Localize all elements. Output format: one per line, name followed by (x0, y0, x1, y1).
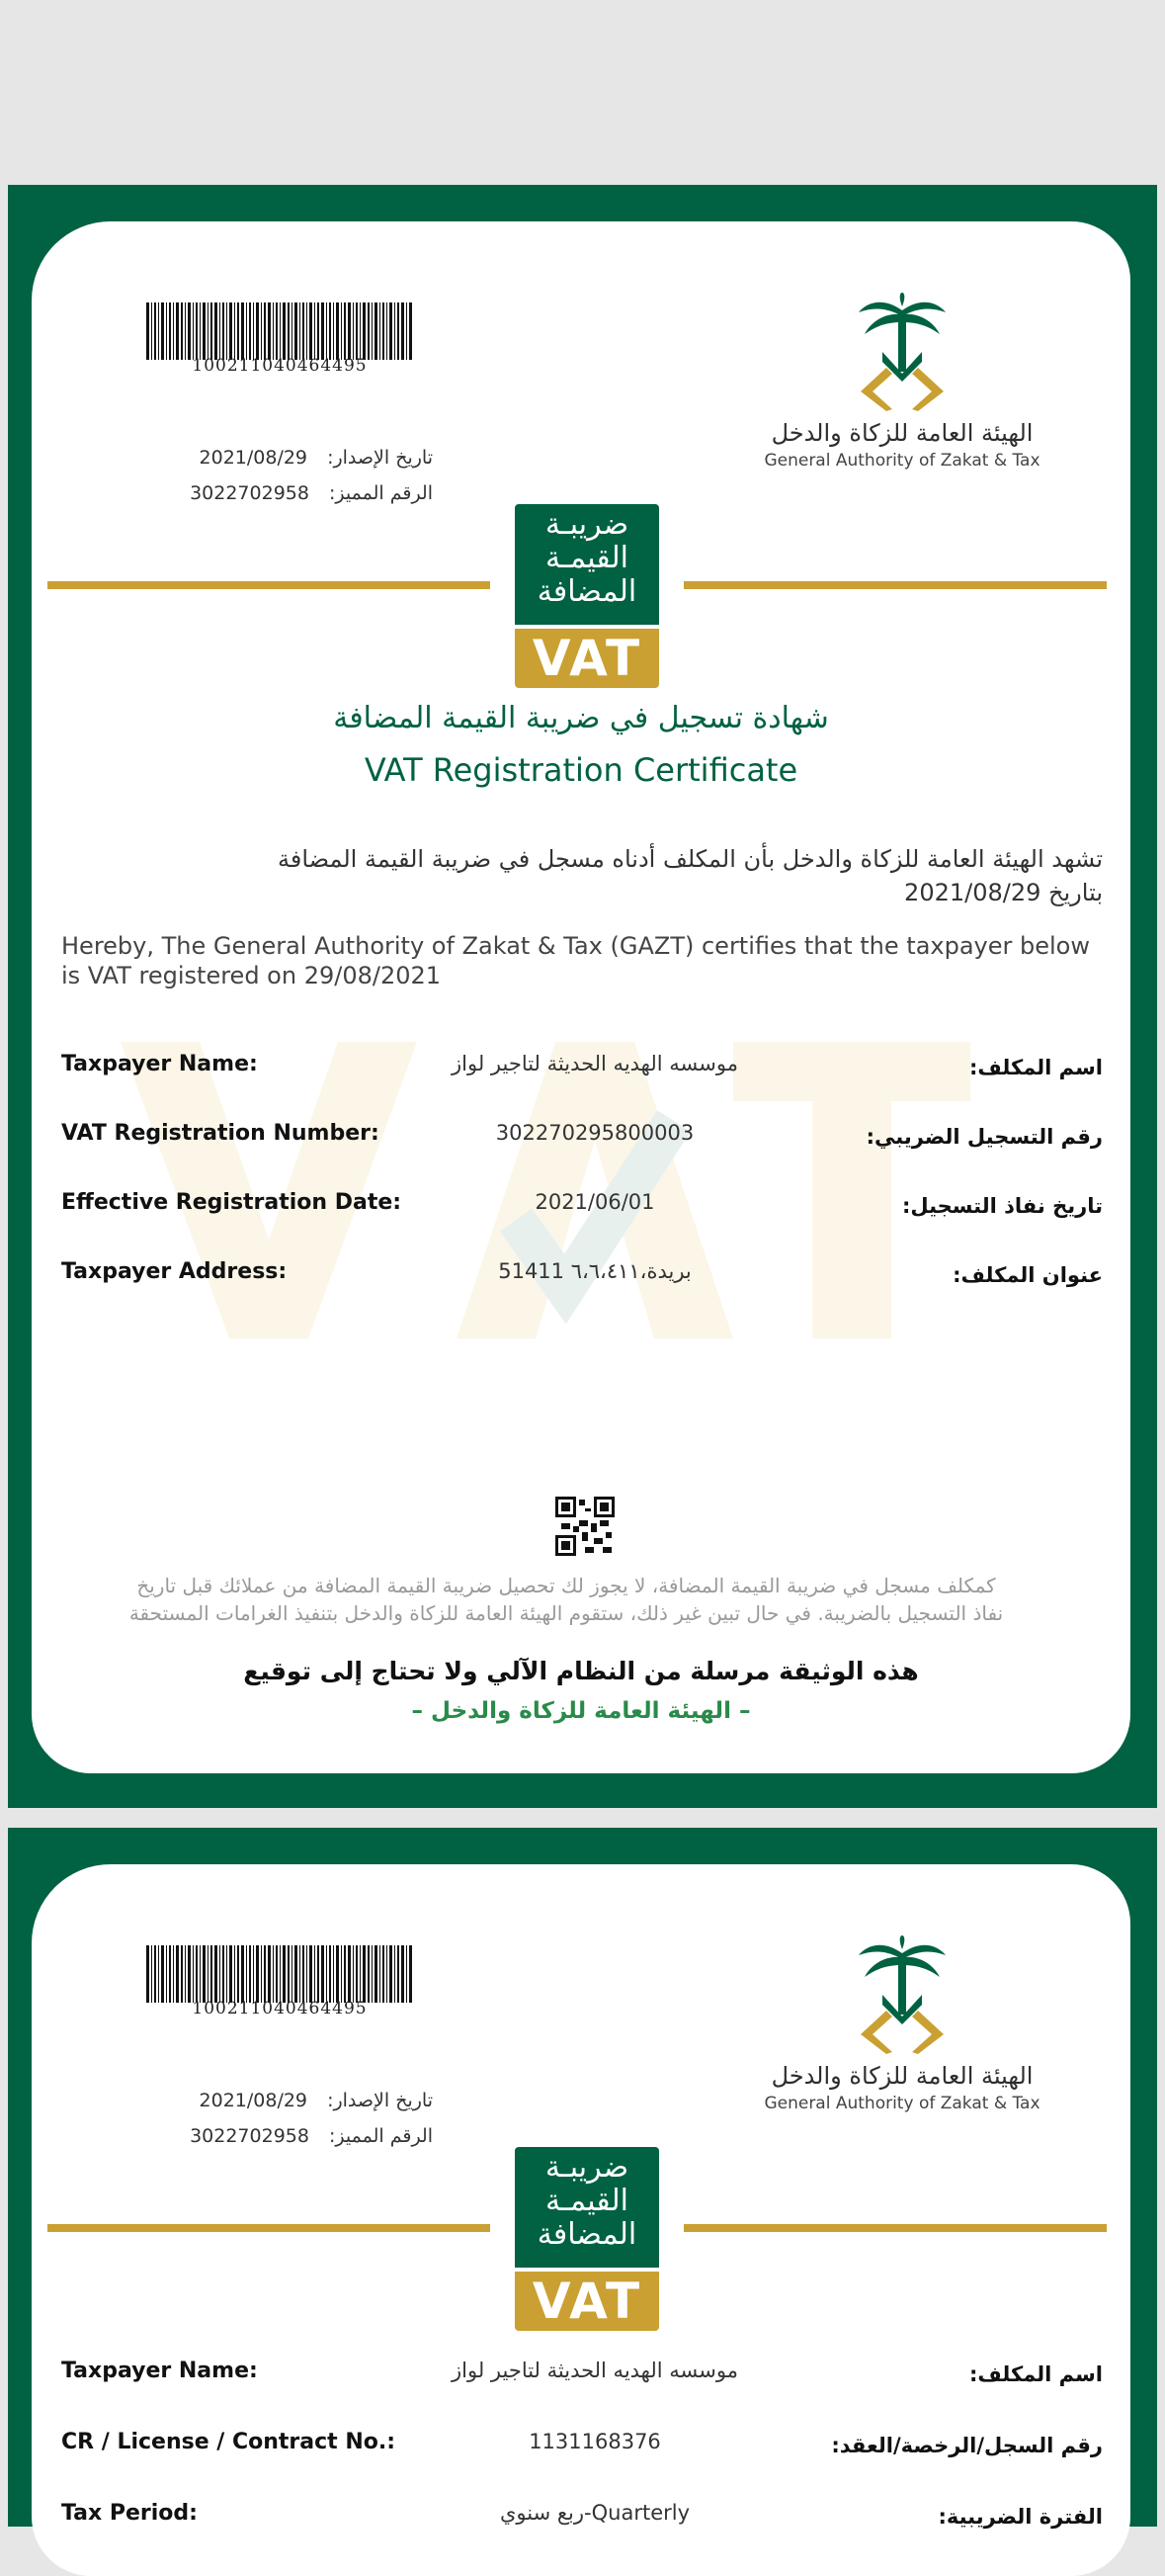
barcode (146, 1945, 413, 2018)
distinct-number (166, 482, 433, 504)
auto-system-note: هذه الوثيقة مرسلة من النظام الآلي ولا تحتاج إلى توقيع (243, 1657, 919, 1685)
issue-date (166, 447, 433, 469)
title-en: VAT Registration Certificate (364, 751, 798, 789)
certificate-page-2 (8, 1828, 1157, 2527)
title-ar: شهادة تسجيل في ضريبة القيمة المضافة (333, 701, 829, 735)
authority-logo (749, 1935, 1055, 2113)
field-row (61, 2501, 1103, 2536)
field-label-en: Tax Period: (61, 2501, 198, 2526)
field-row (61, 1190, 1103, 1226)
field-value: ربع سنوي-Quarterly (499, 2501, 691, 2525)
authority-name-en: General Authority of Zakat & Tax (764, 2094, 1040, 2113)
issue-date-value: 2021/08/29 (199, 447, 308, 469)
field-label-ar: رقم السجل/الرخصة/العقد: (831, 2434, 1103, 2457)
certificate-card (32, 1864, 1130, 2576)
distinct-number-label: الرقم المميز: (329, 482, 433, 504)
distinct-number-value: 3022702958 (190, 2125, 309, 2147)
field-value: بريدة،٦،٦،٤١١ 51411 (498, 1259, 692, 1283)
field-value: 2021/06/01 (535, 1190, 655, 1214)
vat-badge-english: VAT (515, 629, 659, 688)
statement-en: Hereby, The General Authority of Zakat & Tax (GAZT) certifies that the taxpayer below is VAT registered on 29/08/2021 (61, 932, 1090, 989)
field-value: موسسه الهديه الحديثة لتاجير لواز (452, 1052, 738, 1075)
statement-ar: تشهد الهيئة العامة للزكاة والدخل بأن المكلف أدناه مسجل في ضريبة القيمة المضافة بتاريخ 2021/08/29 (278, 845, 1103, 906)
field-label-ar: تاريخ نفاذ التسجيل: (901, 1194, 1103, 1218)
field-label-ar: عنوان المكلف: (953, 1263, 1103, 1287)
vat-badge (515, 504, 659, 688)
issue-date-value: 2021/08/29 (199, 2090, 308, 2111)
barcode (146, 302, 413, 376)
vat-badge-arabic: ضريبـة القيمـة المضافة (515, 2147, 659, 2268)
issue-date-label: تاريخ الإصدار: (327, 2090, 433, 2111)
palm-logo-icon (853, 293, 952, 411)
distinct-number-label: الرقم المميز: (329, 2125, 433, 2147)
field-value: موسسه الهديه الحديثة لتاجير لواز (452, 2359, 738, 2382)
authority-signature: – الهيئة العامة للزكاة والدخل – (411, 1698, 751, 1724)
field-label-ar: اسم المكلف: (969, 1056, 1103, 1079)
field-row (61, 2359, 1103, 2394)
field-label-en: CR / License / Contract No.: (61, 2430, 396, 2454)
divider-left (47, 2224, 490, 2232)
field-label-en: Taxpayer Address: (61, 1259, 288, 1284)
authority-name-ar: الهيئة العامة للزكاة والدخل (771, 419, 1034, 447)
vat-badge-english: VAT (515, 2272, 659, 2331)
issue-date (166, 2090, 433, 2111)
field-label-en: Taxpayer Name: (61, 1052, 258, 1076)
divider-right (684, 2224, 1107, 2232)
legal-notice: كمكلف مسجل في ضريبة القيمة المضافة، لا يجوز لك تحصيل ضريبة القيمة المضافة من عملائك قبل تاريخ نفاذ التسجيل بالضريبة. في حال تبين غير ذلك، ستقوم الهيئة العامة للزكاة والدخل بتنفيذ الغرامات المستحقة (128, 1574, 1004, 1625)
field-label-en: Taxpayer Name: (61, 2359, 258, 2383)
field-row (61, 2430, 1103, 2465)
field-label-ar: الفترة الضريبية: (938, 2505, 1103, 2529)
field-row (61, 1052, 1103, 1087)
certificate-page-1 (8, 185, 1157, 1808)
vat-badge (515, 2147, 659, 2331)
field-label-ar: رقم التسجيل الضريبي: (866, 1125, 1103, 1149)
barcode-number: 100211040464495 (192, 1999, 368, 2018)
field-label-en: Effective Registration Date: (61, 1190, 402, 1215)
authority-name-en: General Authority of Zakat & Tax (764, 451, 1040, 471)
distinct-number-value: 3022702958 (190, 482, 309, 504)
qr-code-icon (555, 1497, 615, 1556)
field-value: 302270295800003 (495, 1121, 695, 1145)
divider-right (684, 581, 1107, 589)
field-row (61, 1121, 1103, 1157)
field-row (61, 1259, 1103, 1295)
field-label-en: VAT Registration Number: (61, 1121, 379, 1146)
issue-date-label: تاريخ الإصدار: (327, 447, 433, 469)
certificate-card (32, 221, 1130, 1773)
barcode-number: 100211040464495 (192, 356, 368, 376)
authority-name-ar: الهيئة العامة للزكاة والدخل (771, 2062, 1034, 2090)
vat-badge-arabic: ضريبـة القيمـة المضافة (515, 504, 659, 625)
divider-left (47, 581, 490, 589)
distinct-number (166, 2125, 433, 2147)
authority-logo (749, 293, 1055, 471)
field-label-ar: اسم المكلف: (969, 2362, 1103, 2386)
field-value: 1131168376 (529, 2430, 661, 2453)
palm-logo-icon (853, 1935, 952, 2054)
